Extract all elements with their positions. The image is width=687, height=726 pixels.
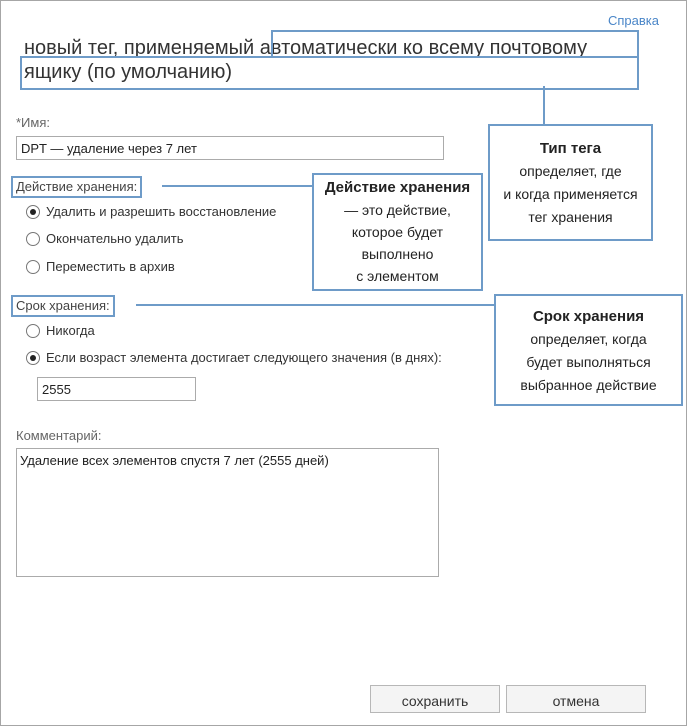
callout-title: Тип тега: [539, 140, 602, 157]
radio-delete-allow-recovery[interactable]: [26, 204, 276, 219]
radio-never[interactable]: [26, 323, 95, 338]
callout-title: Действие хранения: [324, 179, 471, 196]
radio-label: Удалить и разрешить восстановление: [46, 204, 277, 219]
heading-highlight-box-bottom: [20, 56, 639, 90]
connector-line: [136, 304, 496, 306]
callout-text: выбранное действие: [520, 377, 657, 393]
name-input[interactable]: [16, 136, 444, 160]
radio-button[interactable]: [26, 232, 40, 246]
radio-button[interactable]: [26, 351, 40, 365]
radio-permanently-delete[interactable]: [26, 231, 184, 246]
radio-label: Если возраст элемента достигает следующего значения (в днях):: [46, 350, 442, 365]
radio-button[interactable]: [26, 260, 40, 274]
callout-retention-period: [494, 294, 683, 406]
radio-button[interactable]: [26, 324, 40, 338]
callout-text: с элементом: [356, 268, 439, 284]
callout-text: тег хранения: [528, 209, 613, 225]
callout-text: будет выполняться: [526, 354, 651, 370]
callout-text: — это действие,: [344, 202, 451, 218]
radio-move-to-archive[interactable]: [26, 259, 175, 274]
heading-prefix: новый тег, применяемый: [24, 37, 260, 59]
callout-text: которое будет: [351, 224, 444, 240]
retention-action-label: Действие хранения:: [11, 176, 142, 198]
name-label: *Имя:: [16, 115, 50, 130]
heading-highlight-box-top: [271, 30, 639, 58]
radio-age-reaches[interactable]: [26, 350, 442, 365]
radio-button[interactable]: [26, 205, 40, 219]
callout-retention-action: [312, 173, 483, 291]
save-button[interactable]: сохранить: [370, 685, 500, 713]
callout-title: Срок хранения: [532, 308, 645, 325]
days-input[interactable]: [37, 377, 196, 401]
help-link[interactable]: Справка: [608, 13, 659, 28]
callout-text: определяет, где: [519, 163, 622, 179]
retention-period-label: Срок хранения:: [11, 295, 115, 317]
callout-text: определяет, когда: [530, 331, 647, 347]
cancel-button[interactable]: отмена: [506, 685, 646, 713]
radio-label: Переместить в архив: [46, 259, 175, 274]
radio-label: Окончательно удалить: [46, 231, 184, 246]
callout-text: и когда применяется: [503, 186, 638, 202]
callout-tag-type: [488, 124, 653, 241]
radio-label: Никогда: [46, 323, 95, 338]
connector-line: [543, 86, 545, 124]
comment-textarea[interactable]: [16, 448, 439, 577]
connector-line: [162, 185, 316, 187]
comment-label: Комментарий:: [16, 428, 102, 443]
callout-text: выполнено: [361, 246, 434, 262]
heading-highlighted: автоматически ко всему почтовому ящику (по умолчанию): [24, 37, 588, 83]
